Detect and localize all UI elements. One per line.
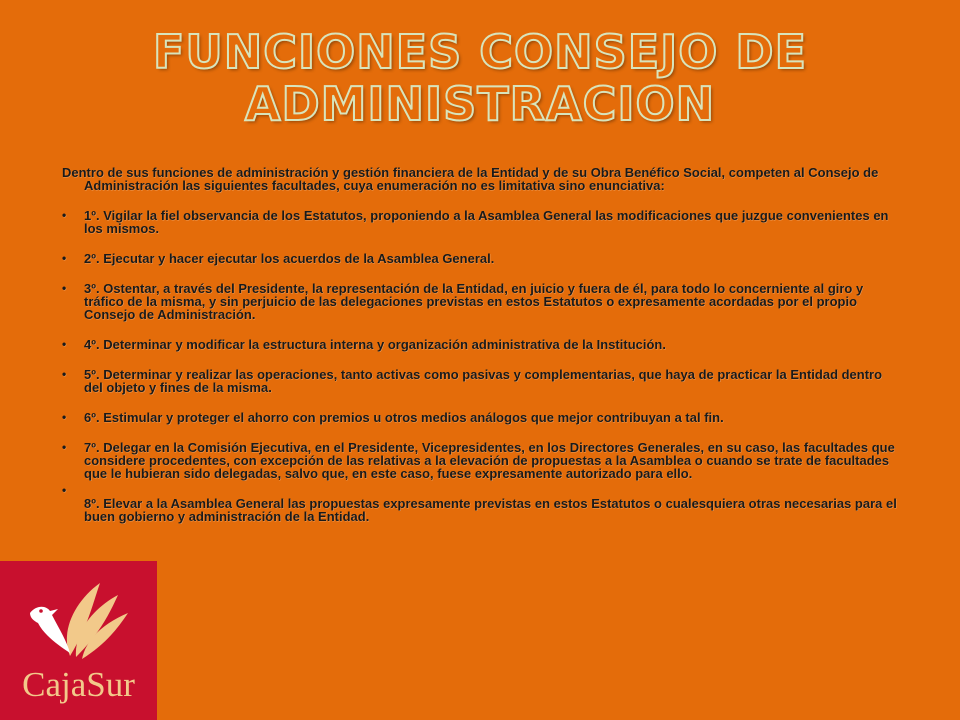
list-item-text: 5º. Determinar y realizar las operaciones, tanto activas como pasivas y complementarias, que haya de practicar la Entidad dentro del objeto y fines de la misma. bbox=[84, 367, 883, 395]
list-item-text: 4º. Determinar y modificar la estructura interna y organización administrativa de la Institución. bbox=[84, 337, 666, 352]
title-line-2: ADMINISTRACION bbox=[244, 77, 716, 131]
list-item bbox=[62, 282, 902, 321]
list-item-text: 8º. Elevar a la Asamblea General las propuestas expresamente previstas en estos Estatutos o cualesquiera otras necesarias para el buen gobierno y administración de la Entidad. bbox=[84, 496, 897, 524]
list-item bbox=[62, 368, 902, 394]
list-item bbox=[62, 441, 902, 480]
slide-title bbox=[0, 26, 960, 130]
list-item bbox=[62, 338, 902, 351]
list-item-text: 3º. Ostentar, a través del Presidente, la representación de la Entidad, en juicio y fuera de él, para todo lo concerniente al giro y tráfico de la misma, y sin perjuicio de las delegaciones previstas en estos Estatutos o expresamente acordadas por el propio Consejo de Administración. bbox=[84, 281, 864, 322]
list-item bbox=[62, 252, 902, 265]
bullet: • bbox=[62, 281, 67, 295]
bullet: • bbox=[62, 251, 67, 265]
list-item-text: 1º. Vigilar la fiel observancia de los Estatutos, proponiendo a la Asamblea General las modificaciones que juzgue convenientes en los mismos. bbox=[84, 208, 889, 236]
logo-text: CajaSur bbox=[22, 665, 135, 704]
bullet: • bbox=[62, 337, 67, 351]
list-item bbox=[62, 411, 902, 424]
intro-paragraph: Dentro de sus funciones de administración y gestión financiera de la Entidad y de su Obra Benéfico Social, competen al Consejo de Administración las siguientes facultades, cuya enumeración no es limitativa sino enunciativa: bbox=[62, 165, 879, 193]
title-line-1: FUNCIONES CONSEJO DE bbox=[152, 25, 808, 79]
list-item-text: 2º. Ejecutar y hacer ejecutar los acuerdos de la Asamblea General. bbox=[84, 251, 495, 266]
bullet: • bbox=[62, 483, 67, 497]
list-item bbox=[62, 484, 902, 523]
list-item-text: 7º. Delegar en la Comisión Ejecutiva, en el Presidente, Vicepresidentes, en los Directores Generales, en su caso, las facultades que considere procedentes, con excepción de las relativas a la elevación de propuestas a la Asamblea o cuando se trate de facultades que le hubieran sido delegadas, salvo que, en este caso, fuese expresamente autorizado para ello. bbox=[84, 440, 895, 481]
list-item-text: 6º. Estimular y proteger el ahorro con premios u otros medios análogos que mejor contribuyan a tal fin. bbox=[84, 410, 724, 425]
bullet: • bbox=[62, 367, 67, 381]
bullet: • bbox=[62, 410, 67, 424]
list-item bbox=[62, 209, 902, 235]
cajasur-logo bbox=[0, 561, 157, 720]
bullet: • bbox=[62, 440, 67, 454]
slide-body bbox=[62, 166, 902, 540]
bullet: • bbox=[62, 208, 67, 222]
dove-icon bbox=[0, 561, 157, 671]
